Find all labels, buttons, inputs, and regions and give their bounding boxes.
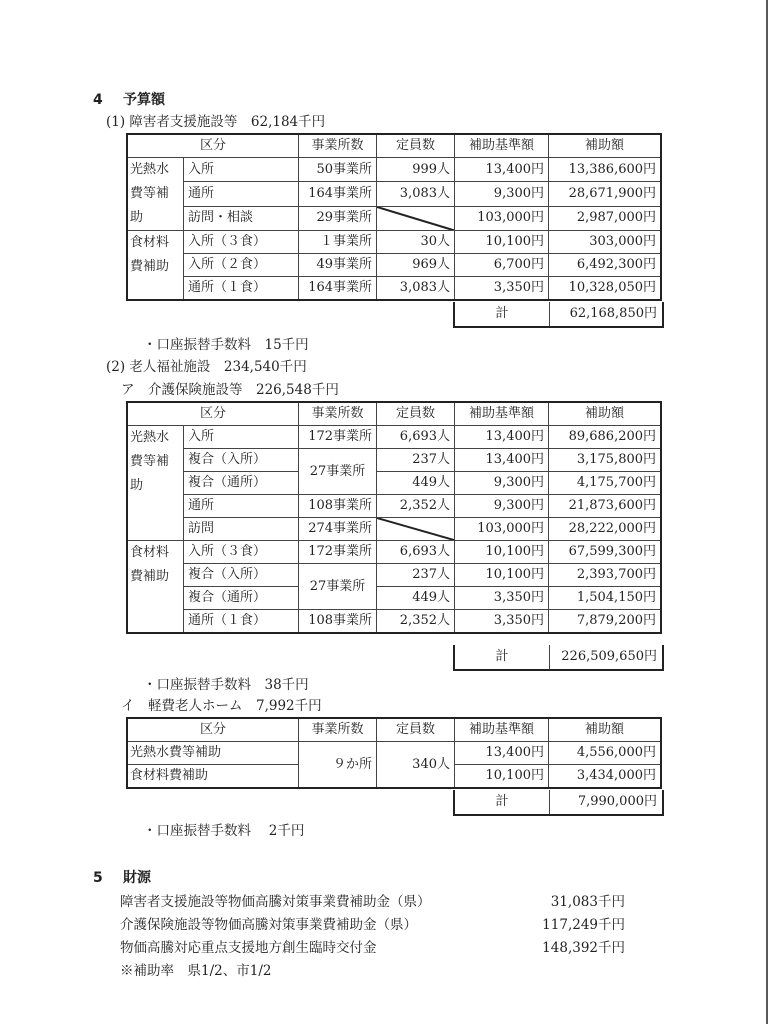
standard-cell: 10,100円	[455, 541, 549, 564]
amount-cell: 3,175,800円	[549, 449, 661, 472]
category-line: 光熱水	[130, 430, 170, 445]
standard-cell: 10,100円	[455, 231, 549, 254]
category-food	[128, 541, 184, 633]
standard-cell: 13,400円	[455, 742, 549, 765]
subsection-2a-label: ア 介護保険施設等 226,548千円	[121, 382, 339, 398]
offices-cell-merged: ９か所	[299, 742, 377, 788]
capacity-cell: 2,352人	[377, 495, 455, 518]
header-standard: 補助基準額	[455, 403, 549, 426]
category-utility	[128, 158, 184, 231]
item-cell: 訪問	[184, 518, 299, 541]
amount-cell: 89,686,200円	[549, 426, 661, 449]
low-cost-elderly-home-table	[127, 718, 661, 788]
total-label: 計	[455, 790, 550, 814]
standard-cell: 9,300円	[455, 182, 549, 206]
standard-cell: 13,400円	[455, 449, 549, 472]
section-5-heading	[93, 869, 151, 887]
subsection-1-label: (1) 障害者支援施設等 62,184千円	[106, 114, 326, 130]
header-amount: 補助額	[549, 719, 661, 742]
amount-cell: 4,175,700円	[549, 472, 661, 495]
not-applicable-cell	[377, 518, 455, 541]
header-capacity: 定員数	[377, 403, 455, 426]
item-cell: 通所	[184, 182, 299, 206]
total-value: 226,509,650円	[561, 649, 657, 664]
amount-cell: 2,393,700円	[549, 564, 661, 587]
offices-cell: 164事業所	[299, 277, 377, 300]
item-cell: 入所	[184, 426, 299, 449]
category-line: 光熱水	[130, 162, 170, 177]
subsidy-rate-note: ※補助率 県1/2、市1/2	[120, 963, 272, 979]
table-header-row	[128, 403, 661, 426]
item-cell: 食材料費補助	[128, 765, 299, 788]
amount-cell: 28,222,000円	[549, 518, 661, 541]
capacity-cell: 969人	[377, 254, 455, 277]
header-capacity: 定員数	[377, 135, 455, 158]
header-offices: 事業所数	[299, 135, 377, 158]
item-cell: 光熱水費等補助	[128, 742, 299, 765]
table-row	[128, 158, 661, 182]
item-cell: 入所（３食）	[184, 231, 299, 254]
amount-cell: 67,599,300円	[549, 541, 661, 564]
amount-cell: 303,000円	[549, 231, 661, 254]
item-cell: 通所	[184, 495, 299, 518]
capacity-cell: 3,083人	[377, 182, 455, 206]
amount-cell: 21,873,600円	[549, 495, 661, 518]
category-food	[128, 231, 184, 300]
header-amount: 補助額	[549, 403, 661, 426]
amount-cell: 2,987,000円	[549, 206, 661, 230]
standard-cell: 9,300円	[455, 495, 549, 518]
category-line: 費補助	[130, 569, 170, 584]
total-value: 7,990,000円	[577, 794, 657, 809]
funding-source-value: 31,083千円	[550, 894, 625, 910]
capacity-cell: 449人	[377, 587, 455, 610]
table-row	[128, 426, 661, 449]
capacity-cell: 237人	[377, 564, 455, 587]
standard-cell: 13,400円	[455, 158, 549, 182]
capacity-cell: 3,083人	[377, 277, 455, 300]
standard-cell: 103,000円	[455, 518, 549, 541]
total-label: 計	[455, 645, 550, 669]
category-line: 費等補	[130, 186, 170, 201]
standard-cell: 3,350円	[455, 587, 549, 610]
offices-cell-merged: 27事業所	[299, 564, 377, 610]
section-5-number: 5	[93, 870, 103, 886]
section-4-title: 予算額	[123, 92, 165, 108]
category-line: 費等補	[130, 454, 170, 469]
header-category: 区分	[128, 403, 299, 426]
table-row	[128, 518, 661, 541]
offices-cell: 172事業所	[299, 426, 377, 449]
funding-source-name: 物価高騰対応重点支援地方創生臨時交付金	[120, 940, 377, 956]
table-row	[128, 449, 661, 472]
subsection-2b-label: イ 軽費老人ホーム 7,992千円	[121, 698, 322, 714]
item-cell: 複合（入所）	[184, 449, 299, 472]
table-row	[128, 182, 661, 206]
capacity-cell: 6,693人	[377, 426, 455, 449]
subsection-2-label: (2) 老人福祉施設 234,540千円	[106, 359, 307, 375]
total-row	[453, 645, 664, 671]
fee-note-2b: ・口座振替手数料 2千円	[143, 823, 305, 839]
item-cell: 通所（１食）	[184, 610, 299, 633]
header-category: 区分	[128, 135, 299, 158]
fee-note-2a: ・口座振替手数料 38千円	[143, 677, 309, 693]
header-standard: 補助基準額	[455, 719, 549, 742]
not-applicable-cell	[377, 206, 455, 230]
capacity-cell: 237人	[377, 449, 455, 472]
table-row	[128, 231, 661, 254]
total-value: 62,168,850円	[569, 306, 657, 321]
offices-cell: １事業所	[299, 231, 377, 254]
capacity-cell-merged: 340人	[377, 742, 455, 788]
item-cell: 入所	[184, 158, 299, 182]
category-line: 費補助	[130, 259, 170, 274]
standard-cell: 6,700円	[455, 254, 549, 277]
standard-cell: 9,300円	[455, 472, 549, 495]
diagonal-slash	[377, 207, 454, 230]
amount-cell: 13,386,600円	[549, 158, 661, 182]
table-row	[128, 254, 661, 277]
offices-cell: 29事業所	[299, 206, 377, 230]
offices-cell: 164事業所	[299, 182, 377, 206]
section-4-number: 4	[93, 92, 103, 108]
offices-cell: 108事業所	[299, 610, 377, 633]
section-5-title: 財源	[123, 870, 151, 886]
category-line: 食材料	[130, 545, 170, 560]
category-utility	[128, 426, 184, 541]
category-line: 助	[130, 210, 144, 225]
amount-cell: 7,879,200円	[549, 610, 661, 633]
header-amount: 補助額	[549, 135, 661, 158]
item-cell: 訪問・相談	[184, 206, 299, 230]
offices-cell: 50事業所	[299, 158, 377, 182]
amount-cell: 10,328,050円	[549, 277, 661, 300]
table-row	[128, 541, 661, 564]
offices-cell-merged: 27事業所	[299, 449, 377, 495]
header-category: 区分	[128, 719, 299, 742]
table-row	[128, 564, 661, 587]
standard-cell: 103,000円	[455, 206, 549, 230]
header-capacity: 定員数	[377, 719, 455, 742]
offices-cell: 172事業所	[299, 541, 377, 564]
table-row	[128, 610, 661, 633]
amount-cell: 28,671,900円	[549, 182, 661, 206]
funding-source-name: 介護保険施設等物価高騰対策事業費補助金（県）	[120, 917, 417, 933]
table-row	[128, 742, 661, 765]
item-cell: 入所（２食）	[184, 254, 299, 277]
table-row	[128, 277, 661, 300]
table-row	[128, 495, 661, 518]
category-line: 食材料	[130, 235, 170, 250]
amount-cell: 1,504,150円	[549, 587, 661, 610]
standard-cell: 3,350円	[455, 610, 549, 633]
standard-cell: 10,100円	[455, 564, 549, 587]
capacity-cell: 999人	[377, 158, 455, 182]
offices-cell: 108事業所	[299, 495, 377, 518]
category-line: 助	[130, 478, 144, 493]
section-4-heading	[93, 91, 165, 109]
fee-note-1: ・口座振替手数料 15千円	[143, 337, 309, 353]
header-offices: 事業所数	[299, 719, 377, 742]
capacity-cell: 6,693人	[377, 541, 455, 564]
capacity-cell: 449人	[377, 472, 455, 495]
item-cell: 通所（１食）	[184, 277, 299, 300]
table-row	[128, 472, 661, 495]
disability-facility-table	[127, 134, 661, 300]
funding-source-value: 117,249千円	[542, 917, 625, 933]
capacity-cell: 2,352人	[377, 610, 455, 633]
item-cell: 入所（３食）	[184, 541, 299, 564]
header-offices: 事業所数	[299, 403, 377, 426]
capacity-cell: 30人	[377, 231, 455, 254]
standard-cell: 3,350円	[455, 277, 549, 300]
amount-cell: 6,492,300円	[549, 254, 661, 277]
offices-cell: 49事業所	[299, 254, 377, 277]
amount-cell: 4,556,000円	[549, 742, 661, 765]
offices-cell: 274事業所	[299, 518, 377, 541]
header-standard: 補助基準額	[455, 135, 549, 158]
item-cell: 複合（入所）	[184, 564, 299, 587]
funding-source-name: 障害者支援施設等物価高騰対策事業費補助金（県）	[120, 894, 431, 910]
care-insurance-facility-table	[127, 402, 661, 633]
table-header-row	[128, 719, 661, 742]
standard-cell: 13,400円	[455, 426, 549, 449]
table-row	[128, 206, 661, 230]
item-cell: 複合（通所）	[184, 587, 299, 610]
table-row	[128, 587, 661, 610]
total-row	[453, 790, 664, 816]
item-cell: 複合（通所）	[184, 472, 299, 495]
total-row	[453, 302, 664, 328]
funding-source-value: 148,392千円	[542, 940, 625, 956]
total-label: 計	[455, 302, 550, 326]
standard-cell: 10,100円	[455, 765, 549, 788]
table-header-row	[128, 135, 661, 158]
diagonal-slash	[377, 518, 454, 540]
amount-cell: 3,434,000円	[549, 765, 661, 788]
